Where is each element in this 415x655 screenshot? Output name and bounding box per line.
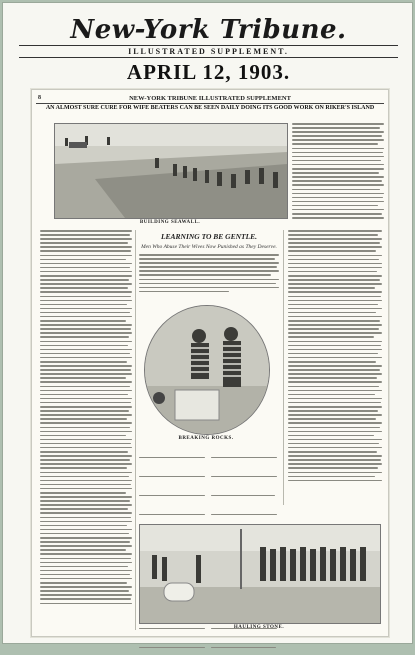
photo-breaking-rocks <box>144 305 270 435</box>
text-column-left <box>40 230 132 607</box>
seawall-image <box>55 124 287 218</box>
running-header: NEW-YORK TRIBUNE ILLUSTRATED SUPPLEMENT <box>129 95 291 102</box>
issue-date: APRIL 12, 1903. <box>126 60 291 84</box>
article-headline: AN ALMOST SURE CURE FOR WIFE BEATERS CAN BE SEEN DAILY DOING ITS GOOD WORK ON RIKER'S ISLAND <box>45 105 375 111</box>
breaking-rocks-image <box>145 306 269 434</box>
hauling-stone-image <box>140 525 380 623</box>
page-frame <box>2 2 413 644</box>
newspaper-page <box>31 89 389 637</box>
photo-building-seawall <box>54 123 288 219</box>
column-rule-1 <box>135 230 136 630</box>
caption-breaking-rocks: BREAKING ROCKS. <box>178 436 234 441</box>
article-subhead: LEARNING TO BE GENTLE. <box>160 232 258 241</box>
masthead-rule <box>19 45 398 46</box>
header-rule <box>36 103 384 104</box>
text-column-middle <box>139 230 279 295</box>
supplement-label: ILLUSTRATED SUPPLEMENT. <box>128 47 289 56</box>
photo-hauling-stone <box>139 524 381 624</box>
caption-hauling-stone: HAULING STONE. <box>233 625 285 630</box>
text-column-top-right <box>292 123 384 221</box>
column-rule-2 <box>283 230 284 505</box>
caption-building-seawall: BUILDING SEAWALL. <box>139 220 201 225</box>
article-subhead-deck: Men Who Abuse Their Wives Now Punished as They Deserve. <box>141 244 277 250</box>
page-number: 8 <box>38 95 41 101</box>
text-column-right <box>288 230 382 484</box>
masthead-rule-lower <box>19 57 398 58</box>
masthead-title: New-York Tribune. <box>70 15 347 45</box>
